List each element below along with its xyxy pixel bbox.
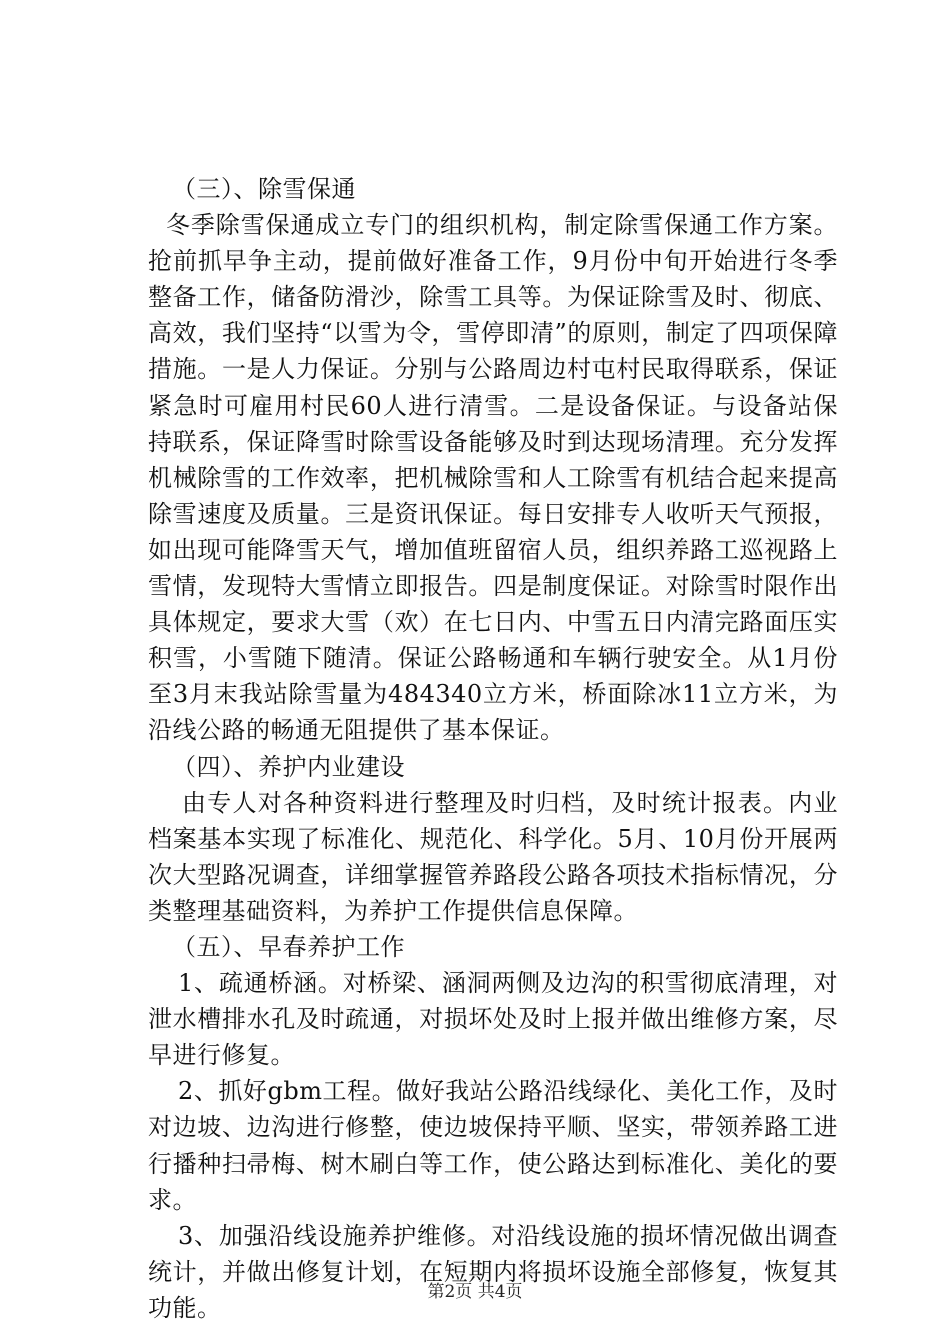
- paragraph-internal-affairs: 由专人对各种资料进行整理及时归档，及时统计报表。内业档案基本实现了标准化、规范化、科学化。5月、10月份开展两次大型路况调查，详细掌握管养路段公路各项技术指标情况，分类整理基础资料，为养护工作提供信息保障。: [148, 788, 838, 925]
- list-item-roadside-facilities: 3、加强沿线设施养护维修。对沿线设施的损坏情况做出调查统计，并做出修复计划，在短期内将损坏设施全部修复，恢复其功能。: [148, 1221, 838, 1322]
- list-item-gbm-project: 2、抓好gbm工程。做好我站公路沿线绿化、美化工作，及时对边坡、边沟进行修整，使边坡保持平顺、坚实，带领养路工进行播种扫帚梅、树木刷白等工作，使公路达到标准化、美化的要求。: [148, 1077, 838, 1214]
- document-body: [148, 171, 838, 1326]
- section-heading-spring-maintenance: （五）、早春养护工作: [172, 932, 405, 961]
- section-heading-snow-clearing: （三）、除雪保通: [172, 175, 356, 203]
- page-number-footer: 第2页 共4页: [427, 1282, 523, 1302]
- section-heading-internal-affairs: （四）、养护内业建设: [172, 752, 405, 781]
- paragraph-snow-clearing: 冬季除雪保通成立专门的组织机构，制定除雪保通工作方案。抢前抓早争主动，提前做好准备工作，9月份中旬开始进行冬季整备工作，储备防滑沙，除雪工具等。为保证除雪及时、彻底、高效，我们坚持“以雪为令，雪停即清”的原则，制定了四项保障措施。一是人力保证。分别与公路周边村屯村民取得联系，保证紧急时可雇用村民60人进行清雪。二是设备保证。与设备站保持联系，保证降雪时除雪设备能够及时到达现场清理。充分发挥机械除雪的工作效率，把机械除雪和人工除雪有机结合起来提高除雪速度及质量。三是资讯保证。每日安排专人收听天气预报，如出现可能降雪天气，增加值班留宿人员，组织养路工巡视路上雪情，发现特大雪情立即报告。四是制度保证。对除雪时限作出具体规定，要求大雪（欢）在七日内、中雪五日内清完路面压实积雪，小雪随下随清。保证公路畅通和车辆行驶安全。从1月份至3月末我站除雪量为484340立方米，桥面除冰11立方米，为沿线公路的畅通无阻提供了基本保证。: [148, 211, 838, 745]
- list-item-bridge-culvert: 1、疏通桥涵。对桥梁、涵洞两侧及边沟的积雪彻底清理，对泄水槽排水孔及时疏通，对损坏处及时上报并做出维修方案，尽早进行修复。: [148, 969, 838, 1070]
